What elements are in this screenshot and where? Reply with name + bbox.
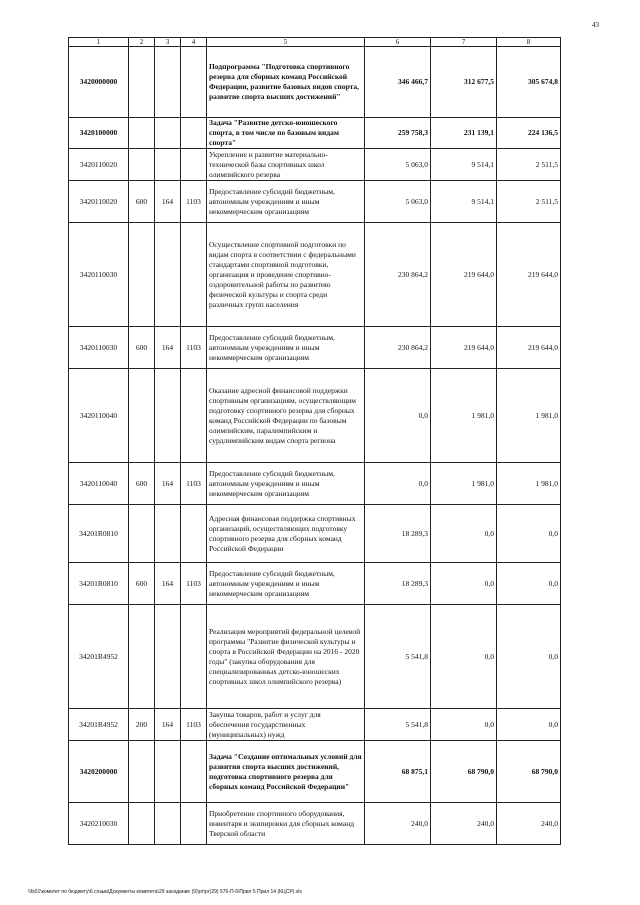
cell-name: Задача "Развитие детско-юношеского спорта, в том числе по базовым видам спорта" bbox=[207, 118, 365, 149]
file-path-footer: \\fs01\комитет по бюджету\6 созыв\Документы комитета\29 заседание (9)\рг\рг(29) 576-П-6\Прил 5 Прил 14 (КЦСР).xls bbox=[28, 889, 302, 895]
table-row bbox=[69, 605, 561, 709]
cell-v7: 1 981,0 bbox=[431, 463, 497, 505]
table-row bbox=[69, 741, 561, 803]
cell-c4 bbox=[181, 369, 207, 463]
cell-name: Предоставление субсидий бюджетным, автономным учреждениям и иным некоммерческим организациям bbox=[207, 463, 365, 505]
table-row bbox=[69, 181, 561, 223]
cell-code: 3420110020 bbox=[69, 181, 129, 223]
cell-v8: 1 981,0 bbox=[497, 463, 561, 505]
cell-c4 bbox=[181, 803, 207, 845]
cell-name: Приобретение спортивного оборудования, инвентаря и экипировки для сборных команд Тверской области bbox=[207, 803, 365, 845]
cell-c2 bbox=[129, 47, 155, 118]
cell-v6: 240,0 bbox=[365, 803, 431, 845]
cell-c4: 1103 bbox=[181, 563, 207, 605]
cell-c2 bbox=[129, 118, 155, 149]
cell-v6: 0,0 bbox=[365, 463, 431, 505]
table-row bbox=[69, 505, 561, 563]
cell-v6: 5 541,8 bbox=[365, 605, 431, 709]
table-row bbox=[69, 327, 561, 369]
cell-v6: 346 466,7 bbox=[365, 47, 431, 118]
cell-v7: 9 514,1 bbox=[431, 149, 497, 181]
cell-c4: 1103 bbox=[181, 463, 207, 505]
cell-code: 3420000000 bbox=[69, 47, 129, 118]
cell-name: Задача "Создание оптимальных условий для развития спорта высших достижений, подготовка спортивного резерва для сборных команд Российской Федерации" bbox=[207, 741, 365, 803]
cell-c3 bbox=[155, 149, 181, 181]
cell-c2: 600 bbox=[129, 327, 155, 369]
cell-v7: 0,0 bbox=[431, 709, 497, 741]
table-row bbox=[69, 223, 561, 327]
cell-c4 bbox=[181, 149, 207, 181]
cell-name: Закупка товаров, работ и услуг для обеспечения государственных (муниципальных) нужд bbox=[207, 709, 365, 741]
cell-c4 bbox=[181, 741, 207, 803]
cell-c3 bbox=[155, 118, 181, 149]
cell-v8: 0,0 bbox=[497, 505, 561, 563]
budget-table bbox=[68, 37, 561, 845]
cell-v8: 1 981,0 bbox=[497, 369, 561, 463]
cell-c4 bbox=[181, 505, 207, 563]
cell-c2 bbox=[129, 803, 155, 845]
cell-code: 3420200000 bbox=[69, 741, 129, 803]
cell-v6: 5 063,0 bbox=[365, 149, 431, 181]
cell-c2 bbox=[129, 741, 155, 803]
cell-c3: 164 bbox=[155, 181, 181, 223]
page-number: 43 bbox=[592, 21, 599, 29]
cell-c3 bbox=[155, 369, 181, 463]
cell-c3 bbox=[155, 47, 181, 118]
table-row bbox=[69, 463, 561, 505]
cell-name: Укрепление и развитие материально-технической базы спортивных школ олимпийского резерва bbox=[207, 149, 365, 181]
cell-code: 34201R0810 bbox=[69, 505, 129, 563]
cell-v8: 0,0 bbox=[497, 709, 561, 741]
header-cell: 2 bbox=[129, 38, 155, 47]
cell-code: 34201R4952 bbox=[69, 709, 129, 741]
cell-code: 3420110040 bbox=[69, 369, 129, 463]
table-row bbox=[69, 803, 561, 845]
cell-v6: 18 289,3 bbox=[365, 505, 431, 563]
table-row bbox=[69, 118, 561, 149]
cell-v7: 240,0 bbox=[431, 803, 497, 845]
cell-v6: 5 063,0 bbox=[365, 181, 431, 223]
cell-v7: 219 644,0 bbox=[431, 223, 497, 327]
header-row bbox=[69, 38, 561, 47]
cell-c3 bbox=[155, 741, 181, 803]
cell-c3 bbox=[155, 505, 181, 563]
cell-v6: 5 541,8 bbox=[365, 709, 431, 741]
cell-name: Предоставление субсидий бюджетным, автономным учреждениям и иным некоммерческим организациям bbox=[207, 563, 365, 605]
cell-name: Осуществление спортивной подготовки по видам спорта в соответствии с федеральными стандартами спортивной подготовки, организация и проведение спортивно-оздоровительной работы по развитию физической культуры и спорта среди различных групп населения bbox=[207, 223, 365, 327]
cell-c4 bbox=[181, 118, 207, 149]
cell-c2: 600 bbox=[129, 563, 155, 605]
cell-c2: 600 bbox=[129, 181, 155, 223]
cell-code: 34201R4952 bbox=[69, 605, 129, 709]
cell-v8: 224 136,5 bbox=[497, 118, 561, 149]
cell-v8: 219 644,0 bbox=[497, 327, 561, 369]
cell-name: Реализация мероприятий федеральной целевой программы "Развитие физической культуры и спорта в Российской Федерации на 2016 - 2020 годы" (закупка оборудования для специализированных детско-юношеских спортивных школ олимпийского резерва) bbox=[207, 605, 365, 709]
header-cell: 4 bbox=[181, 38, 207, 47]
cell-c3: 164 bbox=[155, 327, 181, 369]
cell-v6: 259 758,3 bbox=[365, 118, 431, 149]
cell-v7: 312 677,5 bbox=[431, 47, 497, 118]
cell-code: 3420100000 bbox=[69, 118, 129, 149]
table-row bbox=[69, 47, 561, 118]
cell-c3 bbox=[155, 605, 181, 709]
cell-v7: 0,0 bbox=[431, 563, 497, 605]
cell-v7: 0,0 bbox=[431, 605, 497, 709]
cell-v8: 240,0 bbox=[497, 803, 561, 845]
cell-code: 3420210030 bbox=[69, 803, 129, 845]
header-cell: 3 bbox=[155, 38, 181, 47]
cell-c2 bbox=[129, 369, 155, 463]
cell-c2: 600 bbox=[129, 463, 155, 505]
cell-c3: 164 bbox=[155, 563, 181, 605]
table-row bbox=[69, 709, 561, 741]
cell-v6: 230 864,2 bbox=[365, 327, 431, 369]
cell-c3 bbox=[155, 803, 181, 845]
cell-name: Адресная финансовая поддержка спортивных организаций, осуществляющих подготовку спортивного резерва для сборных команд Российской Федерации bbox=[207, 505, 365, 563]
cell-v7: 231 139,1 bbox=[431, 118, 497, 149]
header-cell: 7 bbox=[431, 38, 497, 47]
cell-c4: 1103 bbox=[181, 181, 207, 223]
header-cell: 6 bbox=[365, 38, 431, 47]
header-cell: 5 bbox=[207, 38, 365, 47]
cell-v6: 230 864,2 bbox=[365, 223, 431, 327]
cell-c4: 1103 bbox=[181, 327, 207, 369]
cell-c2: 200 bbox=[129, 709, 155, 741]
cell-c4 bbox=[181, 47, 207, 118]
cell-c3 bbox=[155, 223, 181, 327]
table-row bbox=[69, 369, 561, 463]
cell-c2 bbox=[129, 505, 155, 563]
cell-name: Предоставление субсидий бюджетным, автономным учреждениям и иным некоммерческим организациям bbox=[207, 327, 365, 369]
cell-c2 bbox=[129, 223, 155, 327]
cell-code: 3420110030 bbox=[69, 327, 129, 369]
cell-name: Предоставление субсидий бюджетным, автономным учреждениям и иным некоммерческим организациям bbox=[207, 181, 365, 223]
cell-c4 bbox=[181, 223, 207, 327]
cell-v7: 68 790,0 bbox=[431, 741, 497, 803]
cell-v7: 0,0 bbox=[431, 505, 497, 563]
cell-c2 bbox=[129, 605, 155, 709]
cell-v7: 219 644,0 bbox=[431, 327, 497, 369]
cell-name: Подпрограмма "Подготовка спортивного резерва для сборных команд Российской Федерации, развитие базовых видов спорта, развитие спорта высших достижений" bbox=[207, 47, 365, 118]
cell-c4: 1103 bbox=[181, 709, 207, 741]
cell-v8: 0,0 bbox=[497, 605, 561, 709]
cell-v8: 2 511,5 bbox=[497, 181, 561, 223]
cell-v8: 0,0 bbox=[497, 563, 561, 605]
cell-v8: 305 674,8 bbox=[497, 47, 561, 118]
header-cell: 1 bbox=[69, 38, 129, 47]
cell-code: 3420110020 bbox=[69, 149, 129, 181]
cell-v6: 18 289,3 bbox=[365, 563, 431, 605]
cell-c3: 164 bbox=[155, 463, 181, 505]
cell-c3: 164 bbox=[155, 709, 181, 741]
cell-code: 34201R0810 bbox=[69, 563, 129, 605]
cell-c2 bbox=[129, 149, 155, 181]
cell-code: 3420110030 bbox=[69, 223, 129, 327]
cell-v8: 68 790,0 bbox=[497, 741, 561, 803]
cell-v8: 219 644,0 bbox=[497, 223, 561, 327]
cell-code: 3420110040 bbox=[69, 463, 129, 505]
cell-v7: 1 981,0 bbox=[431, 369, 497, 463]
table-row bbox=[69, 149, 561, 181]
table-row bbox=[69, 563, 561, 605]
cell-name: Оказание адресной финансовой поддержки спортивным организациям, осуществляющим подготовку спортивного резерва для сборных команд Российской Федерации по базовым олимпийским, паралимпийским и сурдлимпийским видам спорта региона bbox=[207, 369, 365, 463]
cell-c4 bbox=[181, 605, 207, 709]
header-cell: 8 bbox=[497, 38, 561, 47]
cell-v8: 2 511,5 bbox=[497, 149, 561, 181]
cell-v6: 0,0 bbox=[365, 369, 431, 463]
cell-v6: 68 875,1 bbox=[365, 741, 431, 803]
cell-v7: 9 514,1 bbox=[431, 181, 497, 223]
